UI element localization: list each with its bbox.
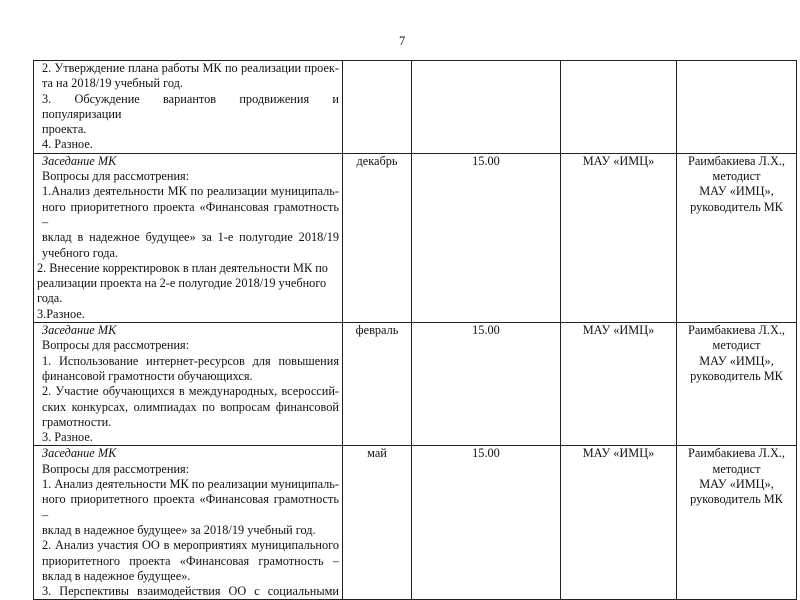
responsible-line: руководитель МК [690, 492, 783, 507]
meeting-title: Заседание МК [42, 153, 117, 168]
responsible-line: МАУ «ИМЦ», [699, 353, 774, 368]
responsible-line: МАУ «ИМЦ», [699, 184, 774, 199]
agenda-line: 1. Анализ деятельности МК по реализации муниципаль- [42, 477, 339, 492]
agenda-line: учебного года. [42, 245, 119, 260]
time-cell [412, 61, 561, 154]
agenda-line: 2. Внесение корректировок в план деятельности МК по [37, 260, 328, 275]
time-cell: 15.00 [412, 323, 561, 446]
agenda-line: 3. Перспективы взаимодействия ОО с социальными [42, 584, 339, 599]
responsible-cell [677, 446, 797, 600]
agenda-line: Вопросы для рассмотрения: [42, 461, 190, 476]
plan-table [33, 60, 797, 600]
agenda-line: 2. Утверждение плана работы МК по реализации проек- [42, 61, 339, 75]
time-cell: 15.00 [412, 153, 561, 322]
table-row [34, 61, 797, 154]
meeting-title: Заседание МК [42, 323, 117, 338]
responsible-cell [677, 323, 797, 446]
responsible-cell [677, 61, 797, 154]
meeting-title: Заседание МК [42, 446, 117, 461]
responsible-line: Раимбакиева Л.Х., [687, 153, 785, 168]
agenda-cell [34, 153, 343, 322]
agenda-line: 3. Обсуждение вариантов продвижения и популяризации [42, 91, 339, 121]
month-cell [343, 61, 412, 154]
table-row [34, 323, 797, 446]
place-cell: МАУ «ИМЦ» [561, 446, 677, 600]
agenda-line: реализации проекта на 2-е полугодие 2018/19 учебного [37, 276, 327, 291]
responsible-line: Раимбакиева Л.Х., [687, 446, 785, 461]
page-number: 7 [399, 34, 406, 48]
agenda-line: 3.Разное. [37, 306, 85, 321]
agenda-line: приоритетного проекта «Финансовая грамотность – [42, 553, 339, 568]
responsible-line: методист [712, 461, 761, 476]
agenda-line: вклад в надежное будущее» за 1-е полугодие 2018/19 [42, 230, 339, 245]
place-cell: МАУ «ИМЦ» [561, 323, 677, 446]
agenda-cell [34, 61, 343, 154]
agenda-line: проекта. [42, 122, 87, 137]
agenda-line: 3. Разное. [42, 430, 93, 445]
agenda-line: финансовой грамотности обучающихся. [42, 368, 253, 383]
table-row [34, 446, 797, 600]
agenda-line: та на 2018/19 учебный год. [42, 76, 183, 91]
agenda-line: 1. Использование интернет-ресурсов для повышения [42, 353, 339, 368]
agenda-line: Вопросы для рассмотрения: [42, 338, 190, 353]
agenda-line: 2. Анализ участия ОО в мероприятиях муниципального [42, 538, 339, 553]
month-cell: февраль [343, 323, 412, 446]
agenda-line: 1.Анализ деятельности МК по реализации муниципаль- [42, 184, 339, 199]
agenda-line: ного приоритетного проекта «Финансовая грамотность – [42, 492, 339, 522]
agenda-line: грамотности. [42, 414, 112, 429]
responsible-line: руководитель МК [690, 199, 783, 214]
responsible-line: МАУ «ИМЦ», [699, 477, 774, 492]
agenda-line: ного приоритетного проекта «Финансовая грамотность – [42, 199, 339, 229]
agenda-line: Вопросы для рассмотрения: [42, 169, 190, 184]
responsible-line: методист [712, 169, 761, 184]
place-cell: МАУ «ИМЦ» [561, 153, 677, 322]
table-row [34, 153, 797, 322]
month-cell: май [343, 446, 412, 600]
agenda-cell [34, 446, 343, 600]
agenda-line: года. [37, 291, 63, 306]
month-cell: декабрь [343, 153, 412, 322]
responsible-line: руководитель МК [690, 368, 783, 383]
time-cell: 15.00 [412, 446, 561, 600]
responsible-line: Раимбакиева Л.Х., [687, 323, 785, 338]
responsible-cell [677, 153, 797, 322]
agenda-line: 2. Участие обучающихся в международных, всероссий- [42, 384, 339, 399]
agenda-cell [34, 323, 343, 446]
responsible-line: методист [712, 338, 761, 353]
agenda-line: вклад в надежное будущее» за 2018/19 учебный год. [42, 522, 316, 537]
place-cell [561, 61, 677, 154]
agenda-line: 4. Разное. [42, 137, 93, 152]
agenda-line: вклад в надежное будущее». [42, 568, 191, 583]
agenda-line: ских конкурсах, олимпиадах по вопросам финансовой [42, 399, 339, 414]
